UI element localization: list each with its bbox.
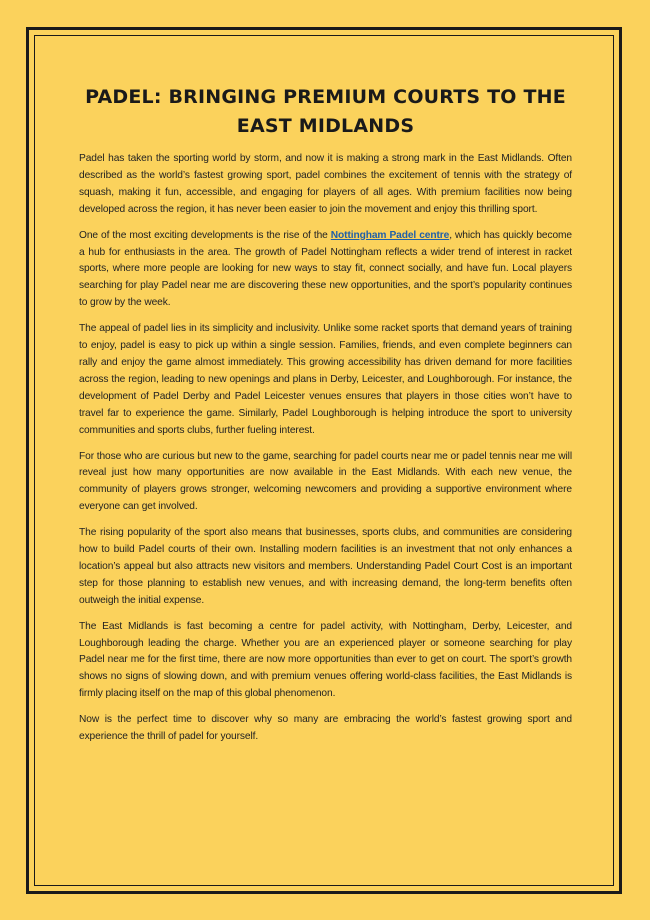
nottingham-padel-centre-link[interactable]: Nottingham Padel centre [330,229,450,241]
paragraph-4: For those who are curious but new to the game, searching for padel courts near me or padel tennis near me will reveal just how many opportunities are now available in the East Midlands. With each new venue, the community of players grows stronger, welcoming newcomers and providing a supportive environment where everyone can get involved. [79,450,572,513]
paragraph-5: The rising popularity of the sport also means that businesses, sports clubs, and communities are considering how to build Padel courts of their own. Installing modern facilities is an investment that not only enhances a location’s appeal but also attracts new visitors and members. Understanding Padel Court Cost is an important step for those planning to establish new venues, and with increasing demand, the long-term benefits often outweigh the initial expense. [79,527,572,606]
paragraph-2-lead: One of the most exciting developments is the rise of the [79,229,331,241]
article-body [79,83,572,755]
paragraph-2-rest: , which has quickly become a hub for enthusiasts in the area. The growth of Padel Nottingham reflects a wider trend of interest in racket sports, where more people are looking for new ways to stay fit, connect socially, and have fun. Local players searching for play Padel near me are discovering these new opportunities, and the sport’s popularity continues to grow by the week. [79,229,572,309]
paragraph-7: Now is the perfect time to discover why so many are embracing the world’s fastest growing sport and experience the thrill of padel for yourself. [79,714,572,743]
article-title: PADEL: BRINGING PREMIUM COURTS TO THE EAST MIDLANDS [85,86,566,137]
paragraph-3: The appeal of padel lies in its simplicity and inclusivity. Unlike some racket sports that demand years of training to enjoy, padel is easy to pick up within a single session. Families, friends, and even complete beginners can rally and enjoy the game almost immediately. This growing accessibility has driven demand for more facilities across the region, leading to new openings and plans in Derby, Leicester, and Loughborough. For instance, the development of Padel Derby and Padel Leicester venues ensures that players in those cities won’t have to travel far to experience the game. Similarly, Padel Loughborough is helping introduce the sport to university communities and sports clubs, further fueling interest. [79,323,572,436]
paragraph-6: The East Midlands is fast becoming a centre for padel activity, with Nottingham, Derby, Leicester, and Loughborough leading the charge. Whether you are an experienced player or someone searching for play Padel near me for the first time, there are now more opportunities than ever to get on court. The sport’s growth shows no signs of slowing down, and with premium venues offering world-class facilities, the East Midlands is firmly placing itself on the map of this global phenomenon. [79,620,572,700]
paragraph-2 [79,228,572,313]
paragraph-1: Padel has taken the sporting world by storm, and now it is making a strong mark in the East Midlands. Often described as the world’s fastest growing sport, padel combines the excitement of tennis with the strategy of squash, making it fun, accessible, and engaging for players of all ages. With premium facilities now being developed across the region, it has never been easier to join the movement and enjoy this thrilling sport. [79,153,572,215]
